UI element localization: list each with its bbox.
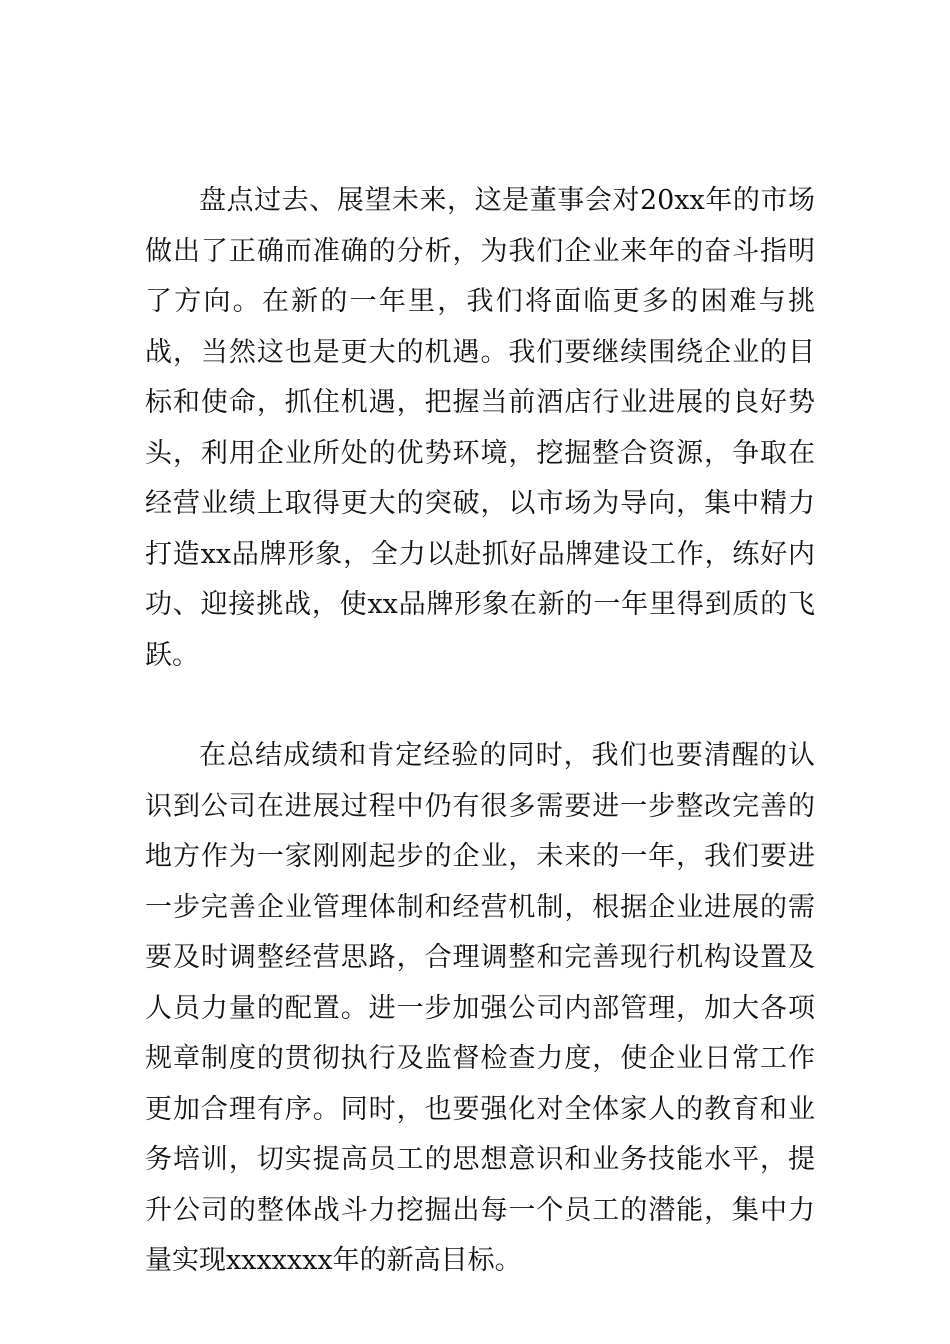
paragraph-management: 在总结成绩和肯定经验的同时，我们也要清醒的认识到公司在进展过程中仍有很多需要进一步整改完善的地方作为一家刚刚起步的企业，未来的一年，我们要进一步完善企业管理体制和经营机制，根据企业进展的需要及时调整经营思路，合理调整和完善现行机构设置及人员力量的配置。进一步加强公司内部管理，加大各项规章制度的贯彻执行及监督检查力度，使企业日常工作更加合理有序。同时，也要强化对全体家人的教育和业务培训，切实提高员工的思想意识和业务技能水平，提升公司的整体战斗力挖掘出每一个员工的潜能，集中力量实现xxxxxxx年的新高目标。 — [145, 740, 815, 1276]
document-body — [145, 176, 815, 1287]
paragraph-outlook: 盘点过去、展望未来，这是董事会对20xx年的市场做出了正确而准确的分析，为我们企业来年的奋斗指明了方向。在新的一年里，我们将面临更多的困难与挑战，当然这也是更大的机遇。我们要继续围绕企业的目标和使命，抓住机遇，把握当前酒店行业进展的良好势头，利用企业所处的优势环境，挖掘整合资源，争取在经营业绩上取得更大的突破，以市场为导向，集中精力打造xx品牌形象，全力以赴抓好品牌建设工作，练好内功、迎接挑战，使xx品牌形象在新的一年里得到质的飞跃。 — [145, 185, 815, 671]
